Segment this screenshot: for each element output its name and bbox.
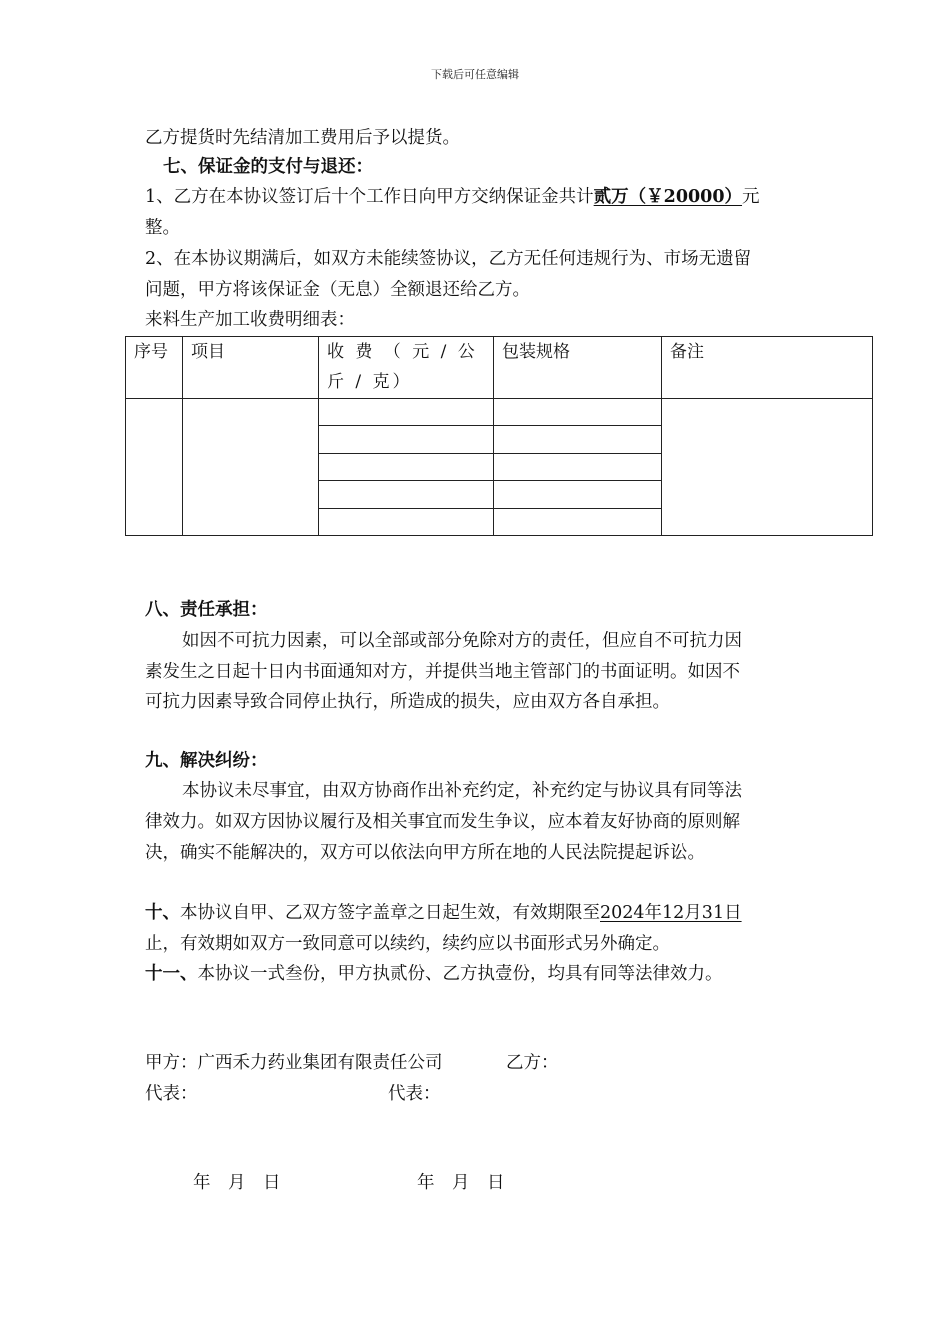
section-9-line: 本协议未尽事宜，由双方协商作出补充约定，补充约定与协议具有同等法 xyxy=(182,781,742,801)
fee-table-cell-fee xyxy=(319,508,494,535)
fee-table-cell-fee xyxy=(319,398,494,425)
fee-table-caption: 来料生产加工收费明细表： xyxy=(145,310,355,330)
validity-end-date: 2024年12月31日 xyxy=(600,903,742,923)
fee-table-cell-packaging xyxy=(494,398,662,425)
fee-table-cell-item xyxy=(183,398,319,535)
fee-table-cell-packaging xyxy=(494,426,662,453)
deposit-clause-1-unit: 元 xyxy=(742,187,760,207)
deposit-clause-1-cont: 整。 xyxy=(145,218,180,238)
section-9-title: 九、解决纠纷： xyxy=(145,751,268,771)
fee-table-cell-fee xyxy=(319,426,494,453)
section-10 xyxy=(145,897,742,929)
fee-table-header-no: 序号 xyxy=(126,337,183,399)
signature-party-b: 乙方： xyxy=(506,1053,559,1073)
fee-table-header-fee: 收 费 （ 元 / 公 斤 / 克） xyxy=(319,337,494,399)
signature-date-a: 年 月 日 xyxy=(193,1173,281,1193)
fee-table-cell-fee xyxy=(319,481,494,508)
fee-table-header-packaging: 包装规格 xyxy=(494,337,662,399)
fee-table-header-remarks: 备注 xyxy=(662,337,873,399)
fee-table-cell-remarks xyxy=(662,398,873,535)
section-7-title: 七、保证金的支付与退还： xyxy=(163,157,373,177)
signature-party-a: 甲方：广西禾力药业集团有限责任公司 xyxy=(145,1053,443,1073)
fee-table-header-item: 项目 xyxy=(183,337,319,399)
fee-table xyxy=(125,336,873,536)
section-8-line: 可抗力因素导致合同停止执行，所造成的损失，应由双方各自承担。 xyxy=(145,692,670,712)
deposit-clause-2: 2、在本协议期满后，如双方未能续签协议，乙方无任何违规行为、市场无遗留 xyxy=(145,249,752,269)
section-11-number: 十一、 xyxy=(145,964,198,984)
signature-rep-b: 代表： xyxy=(388,1084,441,1104)
fee-table-cell-no xyxy=(126,398,183,535)
signature-rep-a: 代表： xyxy=(145,1084,198,1104)
section-9-line: 律效力。如双方因协议履行及相关事宜而发生争议，应本着友好协商的原则解 xyxy=(145,812,740,832)
pickup-paragraph: 乙方提货时先结清加工费用后予以提货。 xyxy=(145,128,460,148)
fee-table-cell-fee xyxy=(319,453,494,480)
fee-table-cell-packaging xyxy=(494,508,662,535)
deposit-clause-1-text: 1、乙方在本协议签订后十个工作日向甲方交纳保证金共计 xyxy=(145,187,594,207)
deposit-amount: 贰万（￥20000） xyxy=(593,187,743,207)
section-8-line: 素发生之日起十日内书面通知对方，并提供当地主管部门的书面证明。如因不 xyxy=(145,662,740,682)
section-11 xyxy=(145,958,723,990)
section-10-text: 本协议自甲、乙双方签字盖章之日起生效，有效期限至 xyxy=(180,903,600,923)
signature-date-b: 年 月 日 xyxy=(417,1173,505,1193)
deposit-clause-2-cont: 问题，甲方将该保证金（无息）全额退还给乙方。 xyxy=(145,280,530,300)
deposit-clause-1 xyxy=(145,181,760,213)
fee-table-cell-packaging xyxy=(494,453,662,480)
fee-table-header-row xyxy=(126,337,873,399)
section-9-line: 决，确实不能解决的，双方可以依法向甲方所在地的人民法院提起诉讼。 xyxy=(145,843,705,863)
header-note: 下载后可任意编辑 xyxy=(431,68,519,81)
fee-table-row xyxy=(126,398,873,425)
section-10-cont: 止，有效期如双方一致同意可以续约，续约应以书面形式另外确定。 xyxy=(145,934,670,954)
section-8-line: 如因不可抗力因素，可以全部或部分免除对方的责任，但应自不可抗力因 xyxy=(182,631,742,651)
section-11-text: 本协议一式叁份，甲方执贰份、乙方执壹份，均具有同等法律效力。 xyxy=(197,964,723,984)
fee-table-cell-packaging xyxy=(494,481,662,508)
section-8-title: 八、责任承担： xyxy=(145,600,268,620)
section-10-number: 十、 xyxy=(145,903,180,923)
